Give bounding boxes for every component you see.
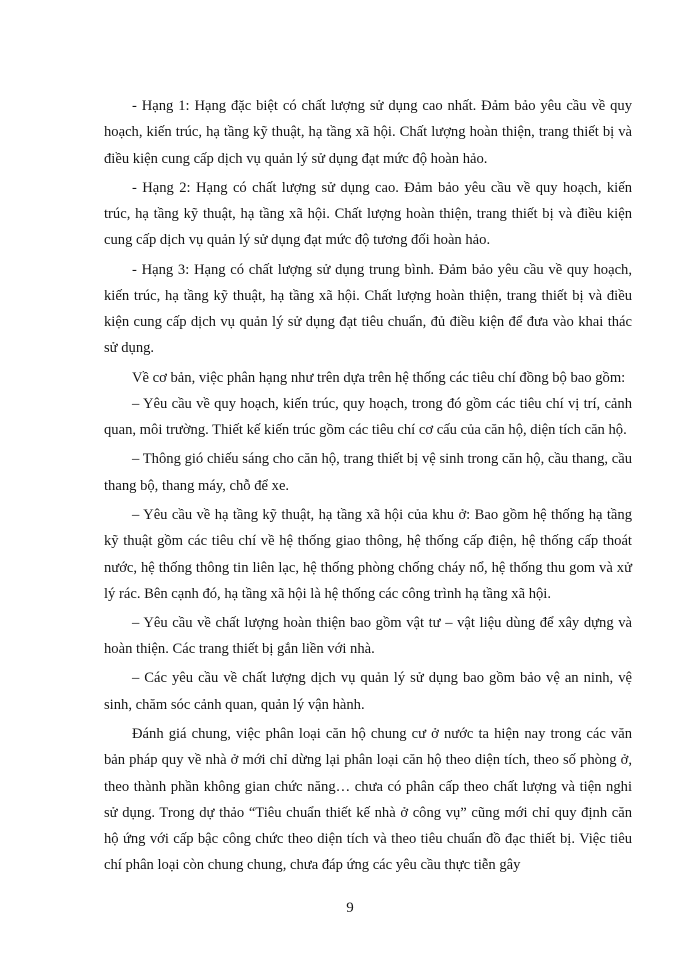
- paragraph-criteria-services: – Các yêu cầu về chất lượng dịch vụ quản lý sử dụng bao gồm bảo vệ an ninh, vệ sinh, chăm sóc cảnh quan, quản lý vận hành.: [104, 670, 632, 713]
- paragraph-criteria-infrastructure: – Yêu cầu về hạ tầng kỹ thuật, hạ tầng xã hội của khu ở: Bao gồm hệ thống hạ tầng kỹ thuật gồm các tiêu chí về hệ thống giao thông, hệ thống cấp điện, hệ thống cấp thoát nước, hệ thống thông tin liên lạc, hệ thống phòng chống cháy nổ, hệ thống thu gom và xử lý rác. Bên cạnh đó, hạ tầng xã hội là hệ thống các công trình hạ tầng xã hội.: [104, 506, 632, 602]
- paragraph-criteria-intro: Về cơ bản, việc phân hạng như trên dựa trên hệ thống các tiêu chí đồng bộ bao gồm:: [132, 369, 626, 386]
- body-text: [104, 93, 632, 882]
- paragraph-criteria-finishing: – Yêu cầu về chất lượng hoàn thiện bao gồm vật tư – vật liệu dùng để xây dựng và hoàn thiện. Các trang thiết bị gắn liền với nhà.: [104, 614, 632, 658]
- paragraph-hang-3: - Hạng 3: Hạng có chất lượng sử dụng trung bình. Đảm bảo yêu cầu về quy hoạch, kiến trúc, hạ tầng kỹ thuật, hạ tầng xã hội. Chất lượng hoàn thiện, trang thiết bị và điều kiện cung cấp dịch vụ quản lý sử dụng đạt tiêu chuẩn, đủ điều kiện để đưa vào khai thác sử dụng.: [104, 261, 632, 357]
- paragraph-assessment: Đánh giá chung, việc phân loại căn hộ chung cư ở nước ta hiện nay trong các văn bản pháp quy về nhà ở mới chỉ dừng lại phân loại căn hộ theo diện tích, theo số phòng ở, theo thành phần không gian chức năng… chưa có phân cấp theo chất lượng và tiện nghi sử dụng. Trong dự thảo “Tiêu chuẩn thiết kế nhà ở công vụ” cũng mới chỉ quy định căn hộ ứng với cấp bậc công chức theo diện tích và theo tiêu chuẩn đồ đạc thiết bị. Việc tiêu chí phân loại còn chung chung, chưa đáp ứng các yêu cầu thực tiễn gây: [104, 725, 632, 874]
- paragraph-criteria-ventilation: – Thông gió chiếu sáng cho căn hộ, trang thiết bị vệ sinh trong căn hộ, cầu thang, cầu thang bộ, thang máy, chỗ để xe.: [104, 451, 632, 494]
- paragraph-hang-1: - Hạng 1: Hạng đặc biệt có chất lượng sử dụng cao nhất. Đảm bảo yêu cầu về quy hoạch, kiến trúc, hạ tầng kỹ thuật, hạ tầng xã hội. Chất lượng hoàn thiện, trang thiết bị và điều kiện cung cấp dịch vụ quản lý sử dụng đạt mức độ hoàn hảo.: [104, 98, 632, 167]
- paragraph-hang-2: - Hạng 2: Hạng có chất lượng sử dụng cao. Đảm bảo yêu cầu về quy hoạch, kiến trúc, hạ tầng kỹ thuật, hạ tầng xã hội. Chất lượng hoàn thiện, trang thiết bị và điều kiện cung cấp dịch vụ quản lý sử dụng đạt mức độ tương đối hoàn hảo.: [104, 179, 632, 249]
- page-number: 9: [346, 900, 354, 916]
- paragraph-criteria-planning: – Yêu cầu về quy hoạch, kiến trúc, quy hoạch, trong đó gồm các tiêu chí vị trí, cảnh quan, môi trường. Thiết kế kiến trúc gồm các tiêu chí cơ cấu của căn hộ, diện tích căn hộ.: [104, 395, 632, 439]
